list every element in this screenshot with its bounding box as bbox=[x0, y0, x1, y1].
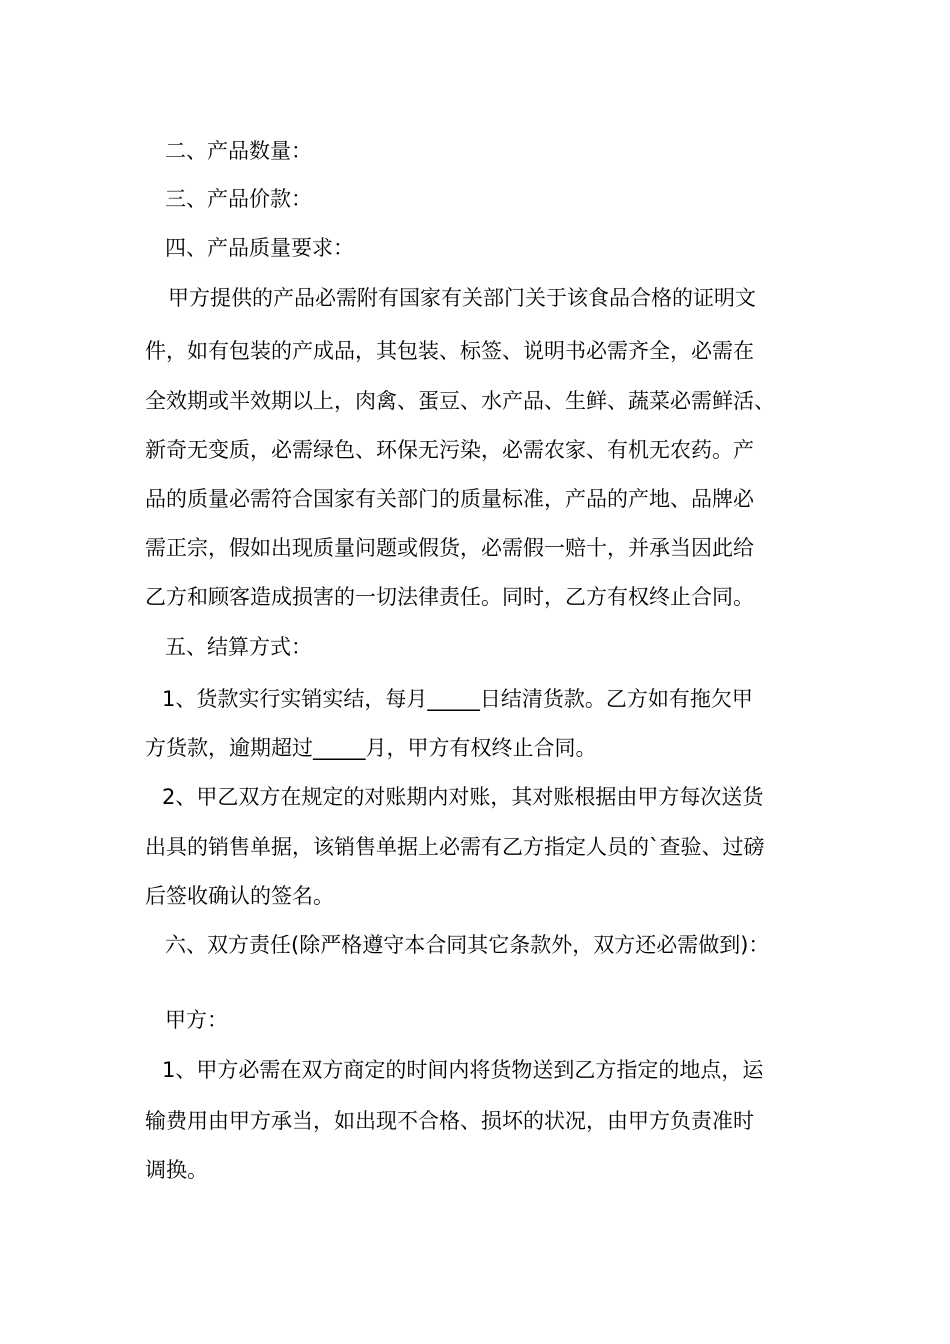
paragraph-line: 乙方和顾客造成损害的一切法律责任。同时，乙方有权终止合同。 bbox=[145, 585, 754, 609]
section-heading-responsibilities: 六、双方责任(除严格遵守本合同其它条款外，双方还必需做到)： bbox=[165, 933, 770, 957]
paragraph-line: 1、货款实行实销实结，每月_____日结清货款。乙方如有拖欠甲 bbox=[162, 687, 753, 711]
paragraph-line: 全效期或半效期以上，肉禽、蛋豆、水产品、生鲜、蔬菜必需鲜活、 bbox=[145, 389, 775, 413]
paragraph-line: 调换。 bbox=[145, 1158, 208, 1182]
paragraph-line: 出具的销售单据，该销售单据上必需有乙方指定人员的`查验、过磅 bbox=[145, 835, 765, 859]
paragraph-line: 件，如有包装的产成品，其包装、标签、说明书必需齐全，必需在 bbox=[145, 339, 754, 363]
paragraph-line: 输费用由甲方承当，如出现不合格、损坏的状况，由甲方负责准时 bbox=[145, 1109, 754, 1133]
paragraph-line: 1、甲方必需在双方商定的时间内将货物送到乙方指定的地点，运 bbox=[162, 1058, 764, 1082]
paragraph-line: 新奇无变质，必需绿色、环保无污染，必需农家、有机无农药。产 bbox=[145, 438, 754, 462]
paragraph-line: 2、甲乙双方在规定的对账期内对账，其对账根据由甲方每次送货 bbox=[162, 785, 764, 809]
paragraph-line: 方货款，逾期超过_____月，甲方有权终止合同。 bbox=[145, 736, 597, 760]
section-heading-quantity: 二、产品数量： bbox=[165, 139, 312, 163]
paragraph-line: 后签收确认的签名。 bbox=[145, 884, 334, 908]
section-heading-price: 三、产品价款： bbox=[165, 187, 312, 211]
paragraph-line: 需正宗，假如出现质量问题或假货，必需假一赔十，并承当因此给 bbox=[145, 536, 754, 560]
paragraph-line: 品的质量必需符合国家有关部门的质量标准，产品的产地、品牌必 bbox=[145, 487, 754, 511]
paragraph-line: 甲方提供的产品必需附有国家有关部门关于该食品合格的证明文 bbox=[168, 286, 756, 310]
section-heading-settlement: 五、结算方式： bbox=[165, 635, 312, 659]
party-a-heading: 甲方： bbox=[165, 1008, 228, 1032]
section-heading-quality: 四、产品质量要求： bbox=[165, 236, 354, 260]
